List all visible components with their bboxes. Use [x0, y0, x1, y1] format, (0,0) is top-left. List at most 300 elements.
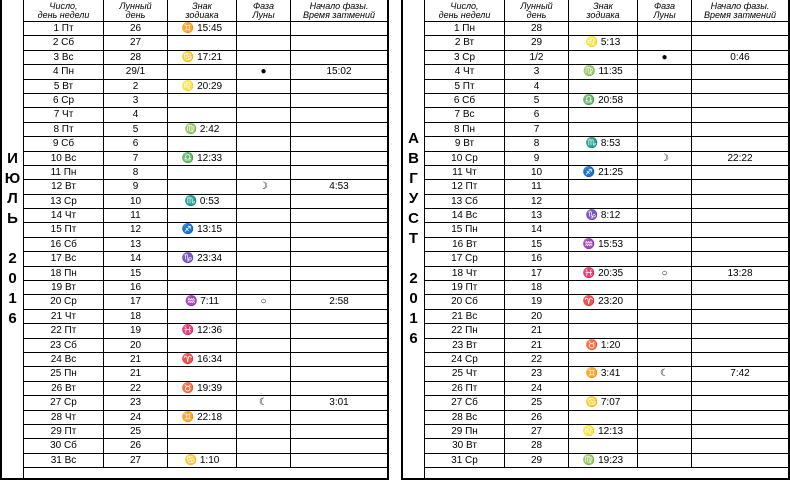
date-cell: 8 Пн: [425, 123, 505, 136]
moon-phase-cell: [638, 411, 692, 424]
zodiac-cell: ♍ 19:23: [569, 454, 638, 467]
zodiac-cell: [569, 324, 638, 337]
moon-phase-cell: [237, 94, 291, 107]
header-moon-phase: Фаза Луны: [638, 0, 692, 21]
date-cell: 8 Пт: [24, 123, 104, 136]
lunar-day-cell: 22: [104, 382, 168, 395]
zodiac-cell: ♌ 5:13: [569, 36, 638, 49]
table-row: [425, 80, 788, 94]
phase-start-cell: 13:28: [727, 267, 753, 279]
month-label-august: [403, 0, 425, 478]
table-row: [24, 123, 387, 137]
lunar-day-cell: 16: [505, 252, 569, 265]
zodiac-cell: [168, 108, 237, 121]
date-cell: 20 Ср: [24, 295, 104, 308]
lunar-day-cell: 21: [505, 339, 569, 352]
moon-phase-cell: [638, 36, 692, 49]
zodiac-cell: [168, 396, 237, 409]
zodiac-cell: ♏ 8:53: [569, 137, 638, 150]
phase-start-cell: [692, 281, 788, 294]
lunar-day-cell: 22: [505, 353, 569, 366]
phase-start-cell: [291, 454, 387, 467]
phase-start-cell: [692, 94, 788, 107]
date-cell: 10 Ср: [425, 152, 505, 165]
date-cell: 14 Чт: [24, 209, 104, 222]
date-cell: 13 Сб: [425, 195, 505, 208]
table-row: [24, 353, 387, 367]
lunar-day-cell: 24: [505, 382, 569, 395]
phase-start-cell: [291, 382, 387, 395]
lunar-day-cell: 21: [505, 324, 569, 337]
phase-start-cell: [291, 51, 387, 64]
phase-start-cell: [291, 439, 387, 452]
date-cell: 29 Пн: [425, 425, 505, 438]
zodiac-cell: [168, 425, 237, 438]
moon-phase-cell: ☽: [237, 180, 291, 193]
table-row: [425, 411, 788, 425]
header-lunar-day: Лунный день: [505, 0, 569, 21]
lunar-day-cell: 23: [104, 396, 168, 409]
lunar-day-cell: 17: [104, 295, 168, 308]
date-cell: 1 Пн: [425, 22, 505, 35]
lunar-day-cell: 19: [505, 295, 569, 308]
table-row: [425, 339, 788, 353]
lunar-day-cell: 13: [104, 238, 168, 251]
table-row: [24, 65, 387, 79]
lunar-day-cell: 25: [505, 396, 569, 409]
lunar-day-cell: 26: [505, 411, 569, 424]
date-cell: 27 Сб: [425, 396, 505, 409]
lunar-day-cell: 27: [104, 36, 168, 49]
moon-phase-cell: [638, 22, 692, 35]
lunar-day-cell: 21: [104, 367, 168, 380]
phase-start-cell: [291, 339, 387, 352]
zodiac-cell: ♋ 7:07: [569, 396, 638, 409]
date-cell: 26 Вт: [24, 382, 104, 395]
zodiac-cell: [569, 22, 638, 35]
lunar-day-cell: 28: [505, 22, 569, 35]
moon-phase-cell: ☽: [638, 152, 692, 165]
zodiac-cell: ♍ 2:42: [168, 123, 237, 136]
table-row: [24, 396, 387, 410]
lunar-day-cell: 27: [104, 454, 168, 467]
date-cell: 2 Вт: [425, 36, 505, 49]
lunar-day-cell: 10: [104, 195, 168, 208]
moon-phase-cell: [638, 396, 692, 409]
zodiac-cell: [168, 238, 237, 251]
phase-start-cell: [291, 195, 387, 208]
zodiac-cell: [569, 439, 638, 452]
phase-start-cell: [291, 367, 387, 380]
moon-phase-cell: [237, 267, 291, 280]
moon-phase-cell: [237, 454, 291, 467]
zodiac-cell: [569, 180, 638, 193]
date-cell: 10 Вс: [24, 152, 104, 165]
zodiac-cell: ♊ 15:45: [168, 22, 237, 35]
date-cell: 30 Сб: [24, 439, 104, 452]
table-row: [425, 209, 788, 223]
moon-phase-cell: ☾: [638, 367, 692, 380]
date-cell: 23 Вт: [425, 339, 505, 352]
phase-start-cell: [692, 108, 788, 121]
lunar-day-cell: 15: [505, 238, 569, 251]
table-row: [425, 36, 788, 50]
table-row: [425, 353, 788, 367]
moon-phase-cell: [638, 123, 692, 136]
table-row: [425, 425, 788, 439]
phase-start-cell: [291, 137, 387, 150]
table-row: [425, 324, 788, 338]
lunar-day-cell: 19: [104, 324, 168, 337]
moon-phase-cell: [638, 252, 692, 265]
zodiac-cell: [168, 267, 237, 280]
zodiac-cell: ♋ 17:21: [168, 51, 237, 64]
phase-start-cell: [291, 209, 387, 222]
phase-start-cell: [692, 425, 788, 438]
lunar-day-cell: 5: [104, 123, 168, 136]
phase-start-cell: [291, 252, 387, 265]
date-cell: 21 Чт: [24, 310, 104, 323]
date-cell: 22 Пн: [425, 324, 505, 337]
zodiac-cell: [168, 137, 237, 150]
phase-start-cell: [692, 180, 788, 193]
table-row: [425, 152, 788, 166]
moon-phase-cell: [237, 166, 291, 179]
lunar-day-cell: 20: [505, 310, 569, 323]
phase-start-cell: [692, 411, 788, 424]
table-row: [425, 94, 788, 108]
moon-phase-cell: ●: [638, 51, 692, 64]
table-row: [24, 295, 387, 309]
table-row: [425, 252, 788, 266]
lunar-day-cell: 27: [505, 425, 569, 438]
moon-phase-cell: [638, 65, 692, 78]
date-cell: 13 Ср: [24, 195, 104, 208]
table-row: [425, 65, 788, 79]
phase-start-cell: [291, 80, 387, 93]
lunar-day-cell: 17: [505, 267, 569, 280]
table-row: [24, 152, 387, 166]
date-cell: 9 Вт: [425, 137, 505, 150]
moon-phase-cell: [237, 195, 291, 208]
date-cell: 7 Чт: [24, 108, 104, 121]
lunar-day-cell: 13: [505, 209, 569, 222]
moon-phase-cell: [237, 339, 291, 352]
moon-phase-cell: [237, 51, 291, 64]
table-row: [24, 411, 387, 425]
zodiac-cell: ♑ 23:34: [168, 252, 237, 265]
date-cell: 26 Пт: [425, 382, 505, 395]
zodiac-cell: ♎ 20:58: [569, 94, 638, 107]
table-row: [24, 367, 387, 381]
date-cell: 3 Ср: [425, 51, 505, 64]
phase-start-cell: 3:01: [329, 397, 349, 409]
lunar-day-cell: 6: [505, 108, 569, 121]
lunar-day-cell: 3: [104, 94, 168, 107]
table-row: [24, 166, 387, 180]
table-row: [425, 166, 788, 180]
table-row: [425, 223, 788, 237]
moon-phase-cell: [638, 439, 692, 452]
moon-phase-cell: [237, 152, 291, 165]
table-row: [425, 195, 788, 209]
date-cell: 22 Пт: [24, 324, 104, 337]
moon-phase-cell: [638, 209, 692, 222]
zodiac-cell: ♒ 15:53: [569, 238, 638, 251]
moon-phase-cell: [638, 180, 692, 193]
lunar-day-cell: 7: [104, 152, 168, 165]
zodiac-cell: [168, 310, 237, 323]
zodiac-cell: [168, 65, 237, 78]
date-cell: 12 Пт: [425, 180, 505, 193]
date-cell: 14 Вс: [425, 209, 505, 222]
zodiac-cell: ♌ 12:13: [569, 425, 638, 438]
table-row: [24, 439, 387, 453]
zodiac-cell: [168, 166, 237, 179]
moon-phase-cell: [237, 123, 291, 136]
table-row: [24, 382, 387, 396]
lunar-day-cell: 21: [104, 353, 168, 366]
phase-start-cell: [692, 382, 788, 395]
lunar-day-cell: 12: [505, 195, 569, 208]
phase-start-cell: [291, 22, 387, 35]
zodiac-cell: [569, 310, 638, 323]
phase-start-cell: [692, 223, 788, 236]
phase-start-cell: [692, 353, 788, 366]
moon-phase-cell: [237, 252, 291, 265]
moon-phase-cell: [638, 454, 692, 467]
header-date: Число, день недели: [425, 0, 505, 21]
date-cell: 19 Вт: [24, 281, 104, 294]
table-row: [24, 339, 387, 353]
date-cell: 1 Пт: [24, 22, 104, 35]
moon-phase-cell: [638, 353, 692, 366]
lunar-day-cell: 9: [505, 152, 569, 165]
lunar-day-cell: 18: [505, 281, 569, 294]
phase-start-cell: 4:53: [329, 181, 349, 193]
phase-start-cell: 7:42: [730, 368, 750, 380]
lunar-day-cell: 10: [505, 166, 569, 179]
lunar-day-cell: 24: [104, 411, 168, 424]
moon-phase-cell: [638, 324, 692, 337]
lunar-day-cell: 12: [104, 223, 168, 236]
date-cell: 6 Ср: [24, 94, 104, 107]
moon-phase-cell: [237, 353, 291, 366]
phase-start-cell: [291, 166, 387, 179]
zodiac-cell: [569, 382, 638, 395]
moon-phase-cell: [237, 108, 291, 121]
lunar-day-cell: 26: [104, 439, 168, 452]
phase-start-cell: [291, 238, 387, 251]
moon-phase-cell: [638, 195, 692, 208]
phase-start-cell: [692, 22, 788, 35]
phase-start-cell: [291, 223, 387, 236]
zodiac-cell: [569, 80, 638, 93]
table-row: [425, 180, 788, 194]
lunar-day-cell: 28: [104, 51, 168, 64]
date-cell: 7 Вс: [425, 108, 505, 121]
lunar-day-cell: 9: [104, 180, 168, 193]
zodiac-cell: [569, 223, 638, 236]
zodiac-cell: ♑ 8:12: [569, 209, 638, 222]
zodiac-cell: [569, 252, 638, 265]
table-row: [24, 22, 387, 36]
zodiac-cell: [569, 123, 638, 136]
date-cell: 21 Вс: [425, 310, 505, 323]
moon-phase-cell: [638, 94, 692, 107]
date-cell: 17 Вс: [24, 252, 104, 265]
phase-start-cell: 0:46: [730, 51, 750, 63]
zodiac-cell: ♉ 1:20: [569, 339, 638, 352]
moon-phase-cell: [237, 281, 291, 294]
table-row: [24, 94, 387, 108]
table-row: [24, 137, 387, 151]
lunar-day-cell: 8: [104, 166, 168, 179]
moon-phase-cell: [237, 425, 291, 438]
lunar-day-cell: 18: [104, 310, 168, 323]
date-cell: 15 Пн: [425, 223, 505, 236]
lunar-day-cell: 8: [505, 137, 569, 150]
phase-start-cell: [291, 108, 387, 121]
phase-start-cell: [692, 65, 788, 78]
phase-start-cell: [692, 396, 788, 409]
date-cell: 12 Вт: [24, 180, 104, 193]
zodiac-cell: [168, 339, 237, 352]
zodiac-cell: ♈ 16:34: [168, 353, 237, 366]
date-cell: 5 Пт: [425, 80, 505, 93]
date-cell: 3 Вс: [24, 51, 104, 64]
date-cell: 24 Ср: [425, 353, 505, 366]
zodiac-cell: [168, 180, 237, 193]
moon-phase-cell: [638, 166, 692, 179]
zodiac-cell: ♍ 11:35: [569, 65, 638, 78]
zodiac-cell: ♈ 23:20: [569, 295, 638, 308]
table-row: [425, 123, 788, 137]
date-cell: 19 Пт: [425, 281, 505, 294]
lunar-day-cell: 20: [104, 339, 168, 352]
header-moon-phase: Фаза Луны: [237, 0, 291, 21]
table-row: [24, 195, 387, 209]
phase-start-cell: [692, 123, 788, 136]
zodiac-cell: ♌ 20:29: [168, 80, 237, 93]
zodiac-cell: ♐ 13:15: [168, 223, 237, 236]
phase-start-cell: [692, 209, 788, 222]
lunar-day-cell: 14: [505, 223, 569, 236]
table-row: [425, 295, 788, 309]
moon-phase-cell: [237, 367, 291, 380]
lunar-day-cell: 16: [104, 281, 168, 294]
zodiac-cell: [168, 94, 237, 107]
date-cell: 11 Чт: [425, 166, 505, 179]
phase-start-cell: 15:02: [326, 66, 352, 78]
phase-start-cell: [291, 281, 387, 294]
month-title: И Ю Л Ь 2 0 1 6: [4, 150, 21, 327]
date-cell: 11 Пн: [24, 166, 104, 179]
phase-start-cell: [692, 310, 788, 323]
moon-phase-cell: [237, 238, 291, 251]
zodiac-cell: ♐ 21:25: [569, 166, 638, 179]
table-row: [425, 439, 788, 453]
phase-start-cell: 22:22: [727, 152, 753, 164]
date-cell: 31 Ср: [425, 454, 505, 467]
moon-phase-cell: [638, 108, 692, 121]
zodiac-cell: ♉ 19:39: [168, 382, 237, 395]
table-header: [425, 0, 788, 22]
zodiac-cell: ♋ 1:10: [168, 454, 237, 467]
moon-phase-cell: [638, 223, 692, 236]
lunar-day-cell: 29/1: [104, 65, 168, 78]
zodiac-cell: ♊ 22:18: [168, 411, 237, 424]
phase-start-cell: [291, 425, 387, 438]
lunar-day-cell: 14: [104, 252, 168, 265]
phase-start-cell: [692, 339, 788, 352]
table-row: [24, 80, 387, 94]
moon-phase-cell: [638, 238, 692, 251]
date-cell: 2 Сб: [24, 36, 104, 49]
table-row: [24, 223, 387, 237]
table-row: [24, 180, 387, 194]
table-row: [425, 454, 788, 468]
table-row: [425, 22, 788, 36]
phase-start-cell: [692, 137, 788, 150]
table-row: [24, 209, 387, 223]
phase-start-cell: [291, 267, 387, 280]
calendar-table: [24, 0, 387, 468]
table-row: [24, 252, 387, 266]
table-row: [425, 310, 788, 324]
moon-phase-cell: ○: [638, 267, 692, 280]
table-row: [24, 425, 387, 439]
phase-start-cell: [291, 411, 387, 424]
august-calendar: [401, 0, 790, 480]
zodiac-cell: [168, 36, 237, 49]
table-row: [24, 267, 387, 281]
moon-phase-cell: [638, 281, 692, 294]
date-cell: 31 Вс: [24, 454, 104, 467]
phase-start-cell: [692, 454, 788, 467]
date-cell: 29 Пт: [24, 425, 104, 438]
zodiac-cell: ♏ 0:53: [168, 195, 237, 208]
zodiac-cell: [569, 152, 638, 165]
lunar-day-cell: 23: [505, 367, 569, 380]
phase-start-cell: [692, 166, 788, 179]
table-row: [24, 108, 387, 122]
lunar-day-cell: 26: [104, 22, 168, 35]
date-cell: 23 Сб: [24, 339, 104, 352]
zodiac-cell: ♊ 3:41: [569, 367, 638, 380]
zodiac-cell: [569, 51, 638, 64]
zodiac-cell: [569, 353, 638, 366]
date-cell: 9 Сб: [24, 137, 104, 150]
date-cell: 25 Чт: [425, 367, 505, 380]
date-cell: 4 Чт: [425, 65, 505, 78]
moon-phase-cell: [237, 22, 291, 35]
date-cell: 30 Вт: [425, 439, 505, 452]
moon-phase-cell: [638, 425, 692, 438]
july-calendar: [0, 0, 389, 480]
phase-start-cell: [692, 80, 788, 93]
date-cell: 28 Вс: [425, 411, 505, 424]
phase-start-cell: [291, 152, 387, 165]
date-cell: 28 Чт: [24, 411, 104, 424]
date-cell: 27 Ср: [24, 396, 104, 409]
calendar-table: [425, 0, 788, 468]
table-row: [425, 382, 788, 396]
phase-start-cell: [291, 94, 387, 107]
moon-phase-cell: [237, 324, 291, 337]
lunar-day-cell: 25: [104, 425, 168, 438]
lunar-day-cell: 3: [505, 65, 569, 78]
